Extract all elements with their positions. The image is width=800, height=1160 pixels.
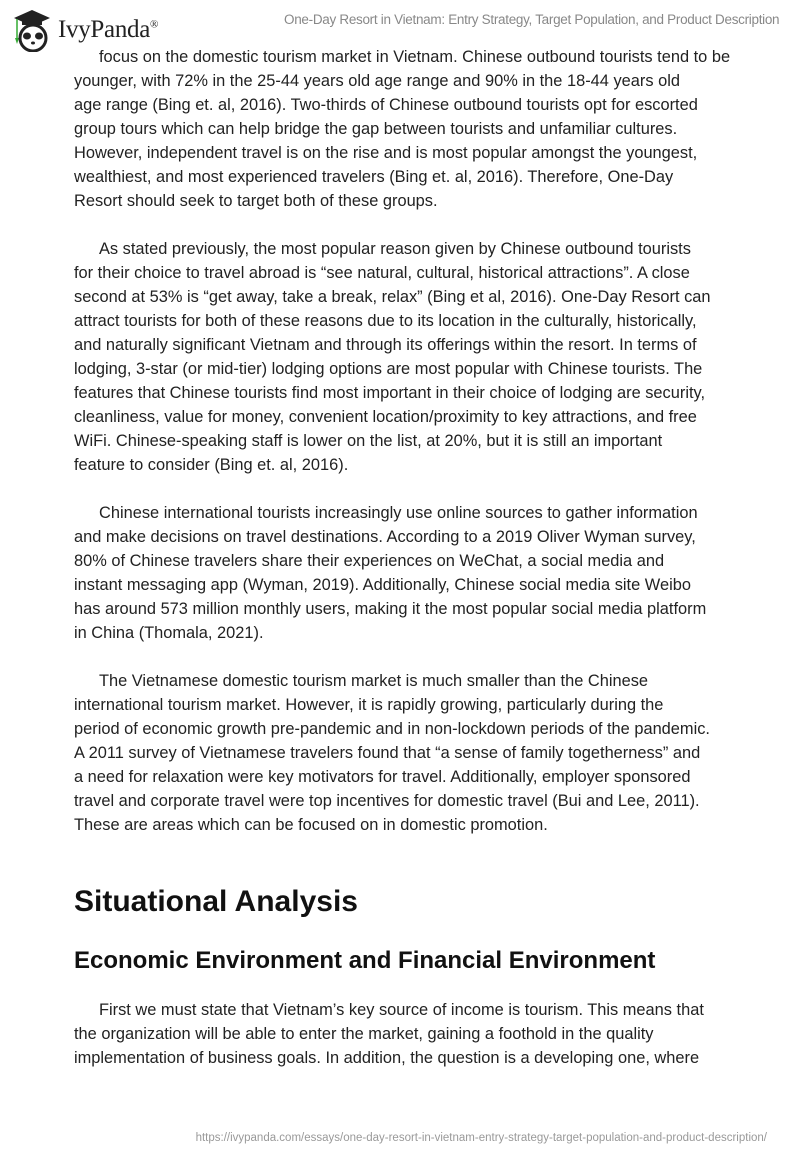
section-heading: Situational Analysis <box>74 885 358 918</box>
subsection-heading: Economic Environment and Financial Environment <box>74 947 656 974</box>
paragraph <box>74 669 754 837</box>
text-line: cleanliness, value for money, convenient location/proximity to key attractions, and free <box>74 408 697 426</box>
text-line: has around 573 million monthly users, making it the most popular social media platform <box>74 600 707 618</box>
source-url[interactable]: https://ivypanda.com/essays/one-day-resort-in-vietnam-entry-strategy-target-population-and-product-description/ <box>195 1132 767 1144</box>
text-line: WiFi. Chinese-speaking staff is lower on the list, at 20%, but it is still an important <box>74 432 663 450</box>
text-line: in China (Thomala, 2021). <box>74 624 264 642</box>
text-line: The Vietnamese domestic tourism market is much smaller than the Chinese <box>99 672 649 690</box>
text-line: group tours which can help bridge the gap between tourists and unfamiliar cultures. <box>74 120 678 138</box>
text-line: age range (Bing et. al, 2016). Two-thirds of Chinese outbound tourists opt for escorted <box>74 96 698 114</box>
paragraph <box>74 998 704 1070</box>
text-line: and make decisions on travel destinations. According to a 2019 Oliver Wyman survey, <box>74 528 696 546</box>
text-line: younger, with 72% in the 25-44 years old age range and 90% in the 18-44 years old <box>74 72 680 90</box>
brand-name: IvyPanda® <box>58 16 159 43</box>
text-line: the organization will be able to enter the market, gaining a foothold in the quality <box>74 1025 654 1043</box>
text-line: second at 53% is “get away, take a break, relax” (Bing et al, 2016). One-Day Resort can <box>74 288 711 306</box>
text-line: As stated previously, the most popular reason given by Chinese outbound tourists <box>99 240 691 258</box>
text-line: attract tourists for both of these reasons due to its location in the culturally, historically, <box>74 312 697 330</box>
page-header <box>0 0 800 48</box>
text-line: 80% of Chinese travelers share their experiences on WeChat, a social media and <box>74 552 665 570</box>
paragraph <box>74 501 754 645</box>
text-line: a need for relaxation were key motivators for travel. Additionally, employer sponsored <box>74 768 691 786</box>
text-line: and naturally significant Vietnam and through its offerings within the resort. In terms of <box>74 336 697 354</box>
panda-graduate-icon <box>12 8 52 52</box>
text-line: focus on the domestic tourism market in Vietnam. Chinese outbound tourists tend to be <box>99 48 731 66</box>
text-line: Chinese international tourists increasingly use online sources to gather information <box>99 504 698 522</box>
text-line: for their choice to travel abroad is “see natural, cultural, historical attractions”. A close <box>74 264 690 282</box>
text-line: feature to consider (Bing et. al, 2016). <box>74 456 349 474</box>
paragraph <box>74 237 754 477</box>
essay-body <box>74 45 754 861</box>
text-line: wealthiest, and most experienced travelers (Bing et. al, 2016). Therefore, One-Day <box>74 168 674 186</box>
text-line: Resort should seek to target both of these groups. <box>74 192 438 210</box>
text-line: These are areas which can be focused on in domestic promotion. <box>74 816 548 834</box>
text-line: travel and corporate travel were top incentives for domestic travel (Bui and Lee, 2011). <box>74 792 700 810</box>
text-line: international tourism market. However, it is rapidly growing, particularly during the <box>74 696 664 714</box>
text-line: instant messaging app (Wyman, 2019). Additionally, Chinese social media site Weibo <box>74 576 691 594</box>
text-line: features that Chinese tourists find most important in their choice of lodging are security, <box>74 384 706 402</box>
text-line: implementation of business goals. In addition, the question is a developing one, where <box>74 1049 700 1067</box>
text-line: A 2011 survey of Vietnamese travelers found that “a sense of family togetherness” and <box>74 744 701 762</box>
document-title: One-Day Resort in Vietnam: Entry Strategy, Target Population, and Product Description <box>284 12 780 27</box>
text-line: period of economic growth pre-pandemic and in non-lockdown periods of the pandemic. <box>74 720 710 738</box>
text-line: However, independent travel is on the rise and is most popular amongst the youngest, <box>74 144 698 162</box>
paragraph <box>74 45 754 213</box>
text-line: lodging, 3-star (or mid-tier) lodging options are most popular with Chinese tourists. The <box>74 360 703 378</box>
text-line: First we must state that Vietnam’s key source of income is tourism. This means that <box>99 1001 704 1019</box>
